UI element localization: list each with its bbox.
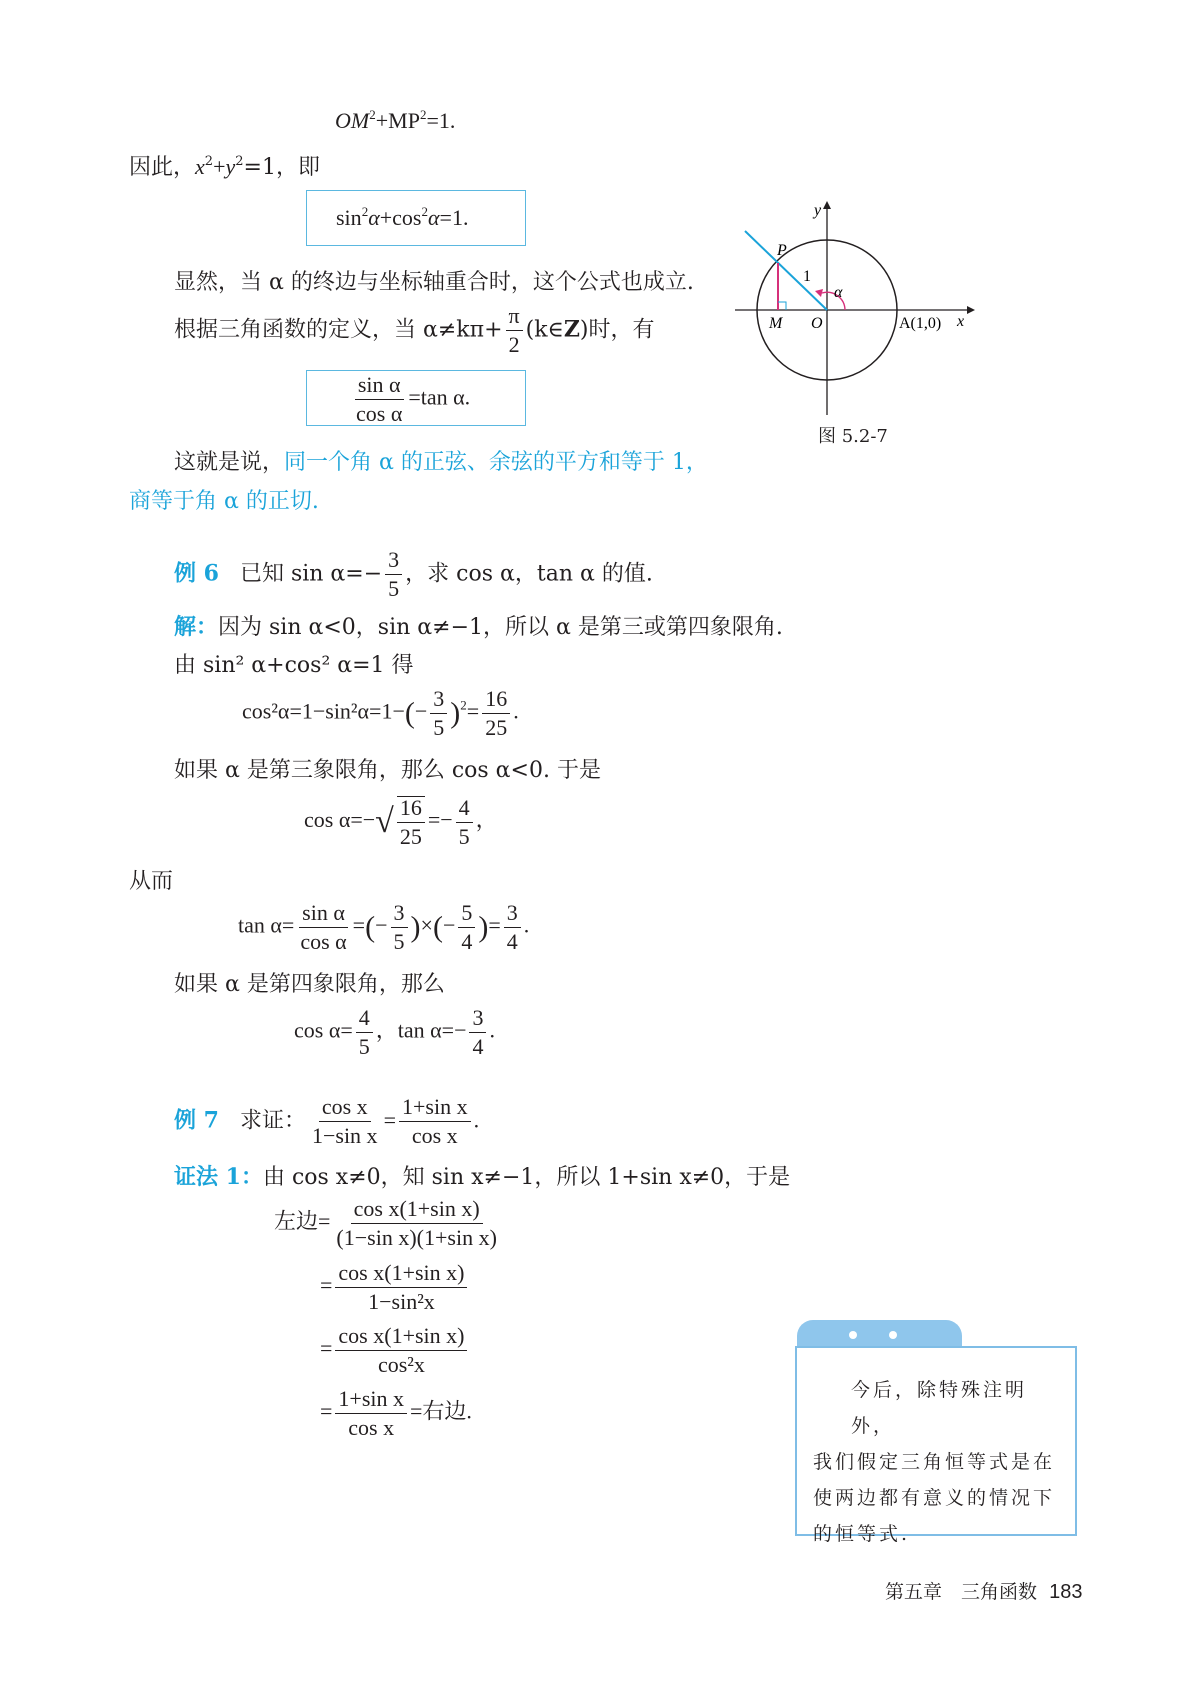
example-6-eq-d: cos α= $\frac{4}{5}$ ，tan α=− $\frac{3}{4}$ . [294, 1005, 495, 1059]
example-6-solution: 解：因为 sin α<0，sin α≠−1，所以 α 是第三或第四象限角. [174, 614, 783, 640]
figure-label-A: A(1,0) [899, 315, 942, 332]
equation-om-mp: $OM^2+MP^2=1$. [335, 107, 456, 133]
example-6-eq-c: tan α= $\frac{\text{sin α}}{\text{cos α}}$ =(− $\frac{3}{5}$ )×(− $\frac{5}{4}$ )= $\frac{3}{4}$ . [238, 900, 530, 954]
example-6-eq-b: cos α=−√ $\frac{16}{25}$ =− $\frac{4}{5}$ ， [304, 794, 498, 849]
figure-label-P: P [777, 242, 787, 259]
figure-label-alpha: α [834, 284, 843, 301]
pi-over-two: $\frac{\pi}{2}$ [506, 305, 523, 356]
page-footer [885, 1577, 1082, 1604]
summary-line-1: 这就是说，同一个角 α 的正弦、余弦的平方和等于 1， [174, 450, 708, 475]
example-6-eq-a: cos²α=1−sin²α=1−(− $\frac{3}{5}$ )$^2$= $\frac{16}{25}$ . [242, 686, 519, 740]
example-6-thus: 从而 [129, 869, 174, 894]
unit-circle-figure [735, 195, 985, 415]
figure-label-one: 1 [803, 268, 811, 285]
chapter-title: 第五章 三角函数 [885, 1581, 1038, 1603]
proof-step-1: 左边= $\frac{\text{cos x(1+sin x)}}{\text{(1−sin x)(1+sin x)}}$ [274, 1196, 497, 1250]
therefore-line: 因此，$x^2+y^2=1$，即 [129, 154, 320, 180]
figure-caption: 图 5.2-7 [818, 426, 888, 447]
figure-label-y: y [814, 202, 822, 219]
summary-line-2: 商等于角 α 的正切. [129, 489, 319, 514]
figure-label-O: O [811, 315, 823, 332]
example-6-question: 例 6 已知 sin α=− $\frac{3}{5}$ ，求 cos α，tan α 的值. [174, 547, 653, 601]
note-line-4: 的恒等式. [813, 1523, 911, 1545]
example-7-proof: 证法 1：由 cos x≠0，知 sin x≠−1，所以 1+sin x≠0，于是 [174, 1164, 791, 1190]
example-7-question: 例 7 求证： $\frac{\text{cos x}}{\text{1−sin x}}$ = $\frac{\text{1+sin x}}{\text{cos x}}$ . [174, 1094, 480, 1148]
example-6-from: 由 sin² α+cos² α=1 得 [174, 653, 414, 678]
note-line-1: 今后，除特殊注明外， [851, 1379, 1028, 1437]
proof-step-2: = $\frac{\text{cos x(1+sin x)}}{\text{1−sin²x}}$ [320, 1262, 470, 1313]
side-note [795, 1346, 1077, 1545]
definition-line: 根据三角函数的定义，当 α≠kπ+ $\frac{\pi}{2}$ (k∈Z)时，有 [174, 303, 655, 357]
proof-step-3: = $\frac{\text{cos x(1+sin x)}}{\text{cos²x}}$ [320, 1325, 470, 1376]
note-line-2: 我们假定三角恒等式是在 [813, 1451, 1056, 1473]
note-line-3: 使两边都有意义的情况下 [813, 1487, 1056, 1509]
example-6-third-quadrant: 如果 α 是第三象限角，那么 cos α<0. 于是 [174, 758, 601, 783]
obvious-line: 显然，当 α 的终边与坐标轴重合时，这个公式也成立. [174, 270, 694, 295]
identity-quotient: $\frac{\text{sin α}}{\text{cos α}}$ =tan α. [356, 372, 471, 426]
identity-pythagorean: $\sin^2\alpha+\cos^2\alpha=1$. [336, 204, 469, 230]
page-number: 183 [1049, 1581, 1083, 1603]
example-6-fourth-quadrant: 如果 α 是第四象限角，那么 [174, 972, 445, 997]
proof-step-4: = $\frac{\text{1+sin x}}{\text{cos x}}$ =右边. [320, 1386, 472, 1440]
figure-label-M: M [769, 315, 783, 332]
figure-label-x: x [957, 313, 965, 330]
